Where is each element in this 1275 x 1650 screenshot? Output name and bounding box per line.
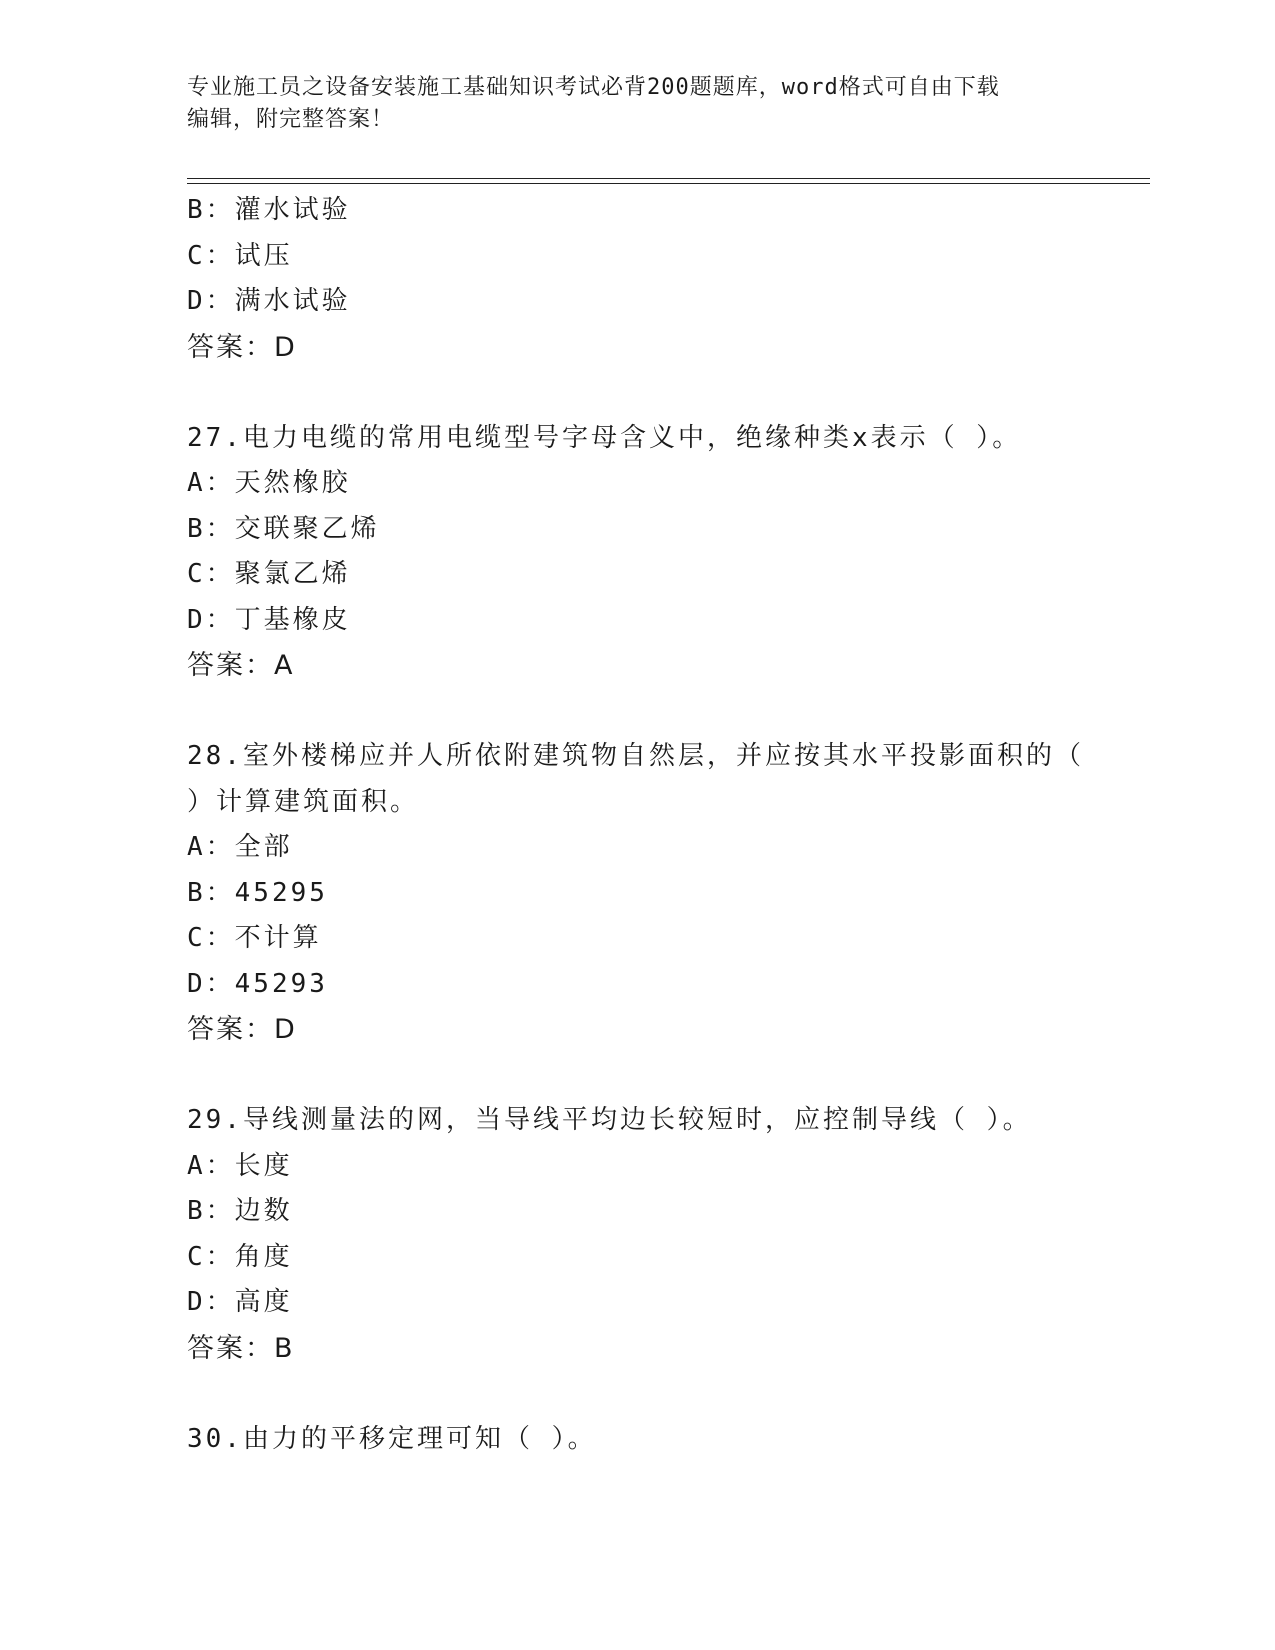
question-27 [187,416,1087,689]
header-title-line-2: 编辑，附完整答案！ [187,107,395,132]
question-29 [187,1098,1087,1371]
option-b: B：边数 [187,1196,293,1226]
question-28 [187,734,1087,1053]
question-stem: 27.电力电缆的常用电缆型号字母含义中，绝缘种类x表示（ ）。 [187,422,1022,453]
option-d: D：45293 [187,968,328,999]
header-divider-bottom [187,183,1150,184]
question-stem-line-1: 28.室外楼梯应并人所依附建筑物自然层，并应按其水平投影面积的（ [187,741,1084,771]
question-spacer [187,370,1087,416]
option-b: B：灌水试验 [187,195,351,225]
question-30 [187,1417,1087,1463]
option-d: D：满水试验 [187,286,351,316]
question-stem: 29.导线测量法的网，当导线平均边长较短时，应控制导线（ ）。 [187,1105,1032,1135]
option-a: A：全部 [187,832,293,862]
document-header [187,72,1087,136]
option-d: D：高度 [187,1287,293,1317]
question-stem: 30.由力的平移定理可知（ ）。 [187,1423,597,1454]
option-c: C：角度 [187,1241,293,1272]
question-26-tail [187,188,1087,370]
option-c: C：试压 [187,240,293,271]
option-b: B：45295 [187,877,328,908]
option-d: D：丁基橡皮 [187,604,351,635]
header-title-line-1: 专业施工员之设备安装施工基础知识考试必背200题题库，word格式可自由下载 [187,75,1000,100]
question-spacer [187,689,1087,735]
question-spacer [187,1053,1087,1099]
answer-text: 答案：A [187,650,295,681]
question-list [187,188,1087,1462]
option-a: A：天然橡胶 [187,468,351,498]
answer-text: 答案：B [187,1332,295,1364]
answer-text: 答案：D [187,1014,297,1045]
option-a: A：长度 [187,1150,293,1181]
header-divider-top [187,178,1150,179]
question-stem-line-2: ）计算建筑面积。 [187,786,420,817]
option-c: C：不计算 [187,923,322,953]
question-spacer [187,1371,1087,1417]
answer-text: 答案：D [187,331,297,363]
option-b: B：交联聚乙烯 [187,513,380,544]
option-c: C：聚氯乙烯 [187,559,351,589]
